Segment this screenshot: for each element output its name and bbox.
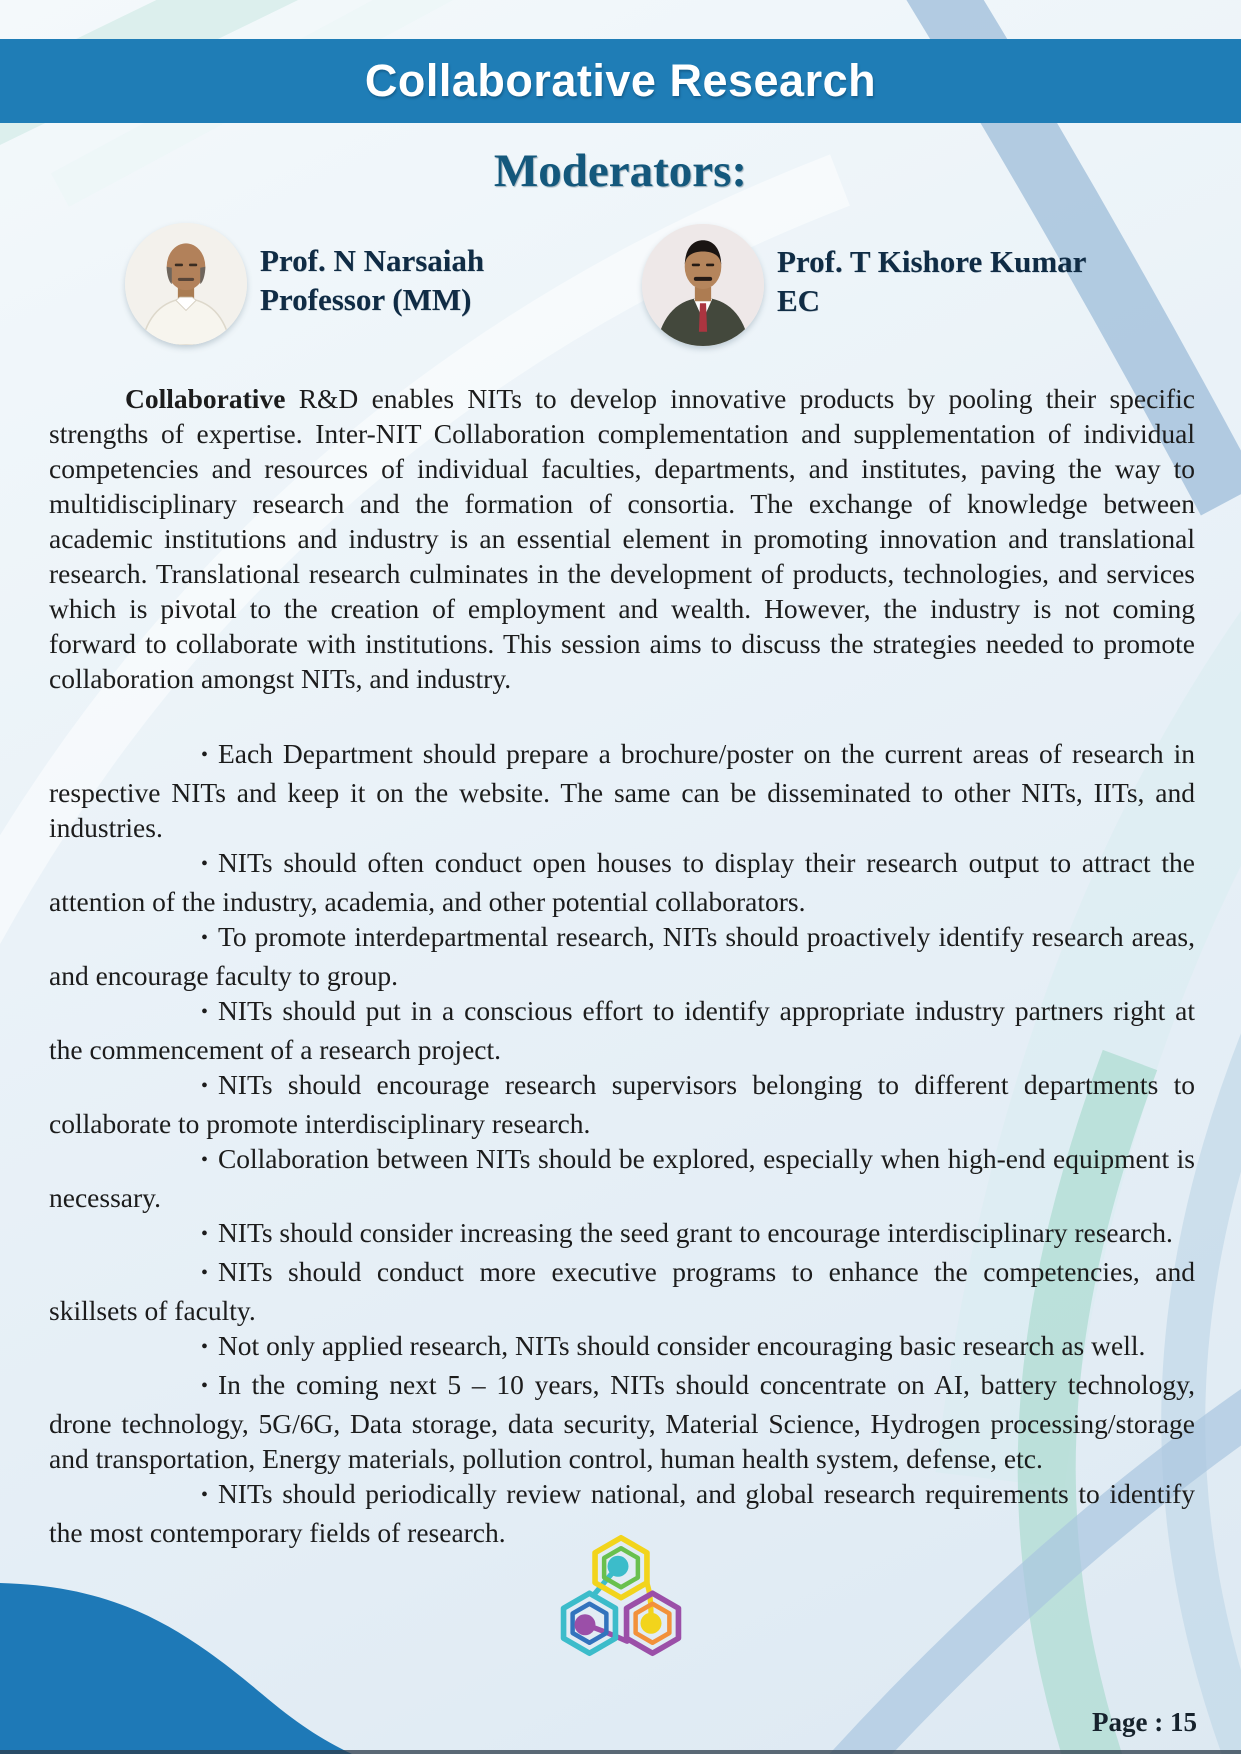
person-portrait-icon <box>642 224 764 346</box>
bullet-dot-icon: • <box>201 1336 208 1358</box>
bullet-item <box>49 1215 1195 1254</box>
bullet-dot-icon: • <box>201 927 208 949</box>
intro-lead-word: Collaborative <box>125 383 286 414</box>
page-number: Page : 15 <box>1092 1707 1197 1737</box>
bullet-item <box>49 919 1195 993</box>
bullet-dot-icon: • <box>201 1075 208 1097</box>
bullet-dot-icon: • <box>201 1223 208 1245</box>
bullet-text: In the coming next 5 – 10 years, NITs should concentrate on AI, battery technology, drone technology, 5G/6G, Data storage, data security, Material Science, Hydrogen processing/storage and transportation, Energy materials, pollution control, human health system, defense, etc. <box>49 1369 1195 1474</box>
bullet-item <box>49 1328 1195 1367</box>
hexagon-chain-logo <box>546 1521 696 1673</box>
hexagon-chain-logo-icon <box>546 1521 696 1673</box>
page-title: Collaborative Research <box>364 55 877 106</box>
bullet-text: Each Department should prepare a brochure/poster on the current areas of research in respective NITs and keep it on the website. The same can be disseminated to other NITs, IITs, and industries. <box>49 738 1195 843</box>
moderator-card <box>642 224 1086 346</box>
section-heading: Moderators: <box>493 145 748 197</box>
moderator-photo-avatar <box>642 224 764 346</box>
bullet-text: NITs should often conduct open houses to display their research output to attract the attention of the industry, academia, and other potential collaborators. <box>49 847 1195 917</box>
bullet-dot-icon: • <box>201 1375 208 1397</box>
intro-paragraph <box>49 381 1195 696</box>
bullet-dot-icon: • <box>201 853 208 875</box>
bullet-dot-icon: • <box>201 1001 208 1023</box>
bullet-dot-icon: • <box>201 1262 208 1284</box>
bullet-item <box>49 1254 1195 1328</box>
decor-wave-bottom-left <box>0 1583 352 1754</box>
page-bottom-edge <box>0 1750 1241 1754</box>
bullet-item <box>49 1367 1195 1476</box>
bullet-dot-icon: • <box>201 744 208 766</box>
bullet-text: NITs should put in a conscious effort to identify appropriate industry partners right at the commencement of a research project. <box>49 995 1195 1065</box>
moderator-title: Professor (MM) <box>260 282 472 317</box>
moderator-photo-avatar <box>125 223 247 345</box>
bullet-text: Not only applied research, NITs should consider encouraging basic research as well. <box>217 1330 1146 1361</box>
moderator-info <box>777 224 1086 320</box>
bullet-text: NITs should periodically review national, and global research requirements to identify the most contemporary fields of research. <box>49 1478 1195 1548</box>
bullet-text: To promote interdepartmental research, NITs should proactively identify research areas, and encourage faculty to group. <box>49 921 1195 991</box>
bullet-text: NITs should conduct more executive programs to enhance the competencies, and skillsets of faculty. <box>49 1256 1195 1326</box>
bullet-item <box>49 1067 1195 1141</box>
moderator-info <box>260 223 484 319</box>
bullet-item <box>49 845 1195 919</box>
moderator-name: Prof. T Kishore Kumar <box>777 244 1087 279</box>
bullet-item <box>49 993 1195 1067</box>
moderator-card <box>125 223 484 345</box>
moderator-name: Prof. N Narsaiah <box>260 243 485 278</box>
bullet-text: NITs should consider increasing the seed grant to encourage interdisciplinary research. <box>217 1217 1173 1248</box>
intro-text: R&D enables NITs to develop innovative products by pooling their specific strengths of expertise. Inter-NIT Collaboration complementation and supplementation of individual competencies and resources of individual faculties, departments, and institutes, paving the way to multidisciplinary research and the formation of consortia. The exchange of knowledge between academic institutions and industry is an essential element in promoting innovation and translational research. Translational research culminates in the development of products, technologies, and services which is pivotal to the creation of employment and wealth. However, the industry is not coming forward to collaborate with institutions. This session aims to discuss the strategies needed to promote collaboration amongst NITs, and industry. <box>49 383 1195 694</box>
body-text <box>49 381 1195 1550</box>
bullet-dot-icon: • <box>201 1484 208 1506</box>
bullet-item <box>49 1141 1195 1215</box>
moderator-title: EC <box>777 283 821 318</box>
bullet-text: NITs should encourage research supervisors belonging to different departments to collaborate to promote interdisciplinary research. <box>49 1069 1195 1139</box>
bullet-item <box>49 736 1195 845</box>
bullet-dot-icon: • <box>201 1149 208 1171</box>
header-banner <box>0 39 1241 123</box>
person-portrait-icon <box>125 223 247 345</box>
bullet-text: Collaboration between NITs should be explored, especially when high-end equipment is necessary. <box>49 1143 1195 1213</box>
